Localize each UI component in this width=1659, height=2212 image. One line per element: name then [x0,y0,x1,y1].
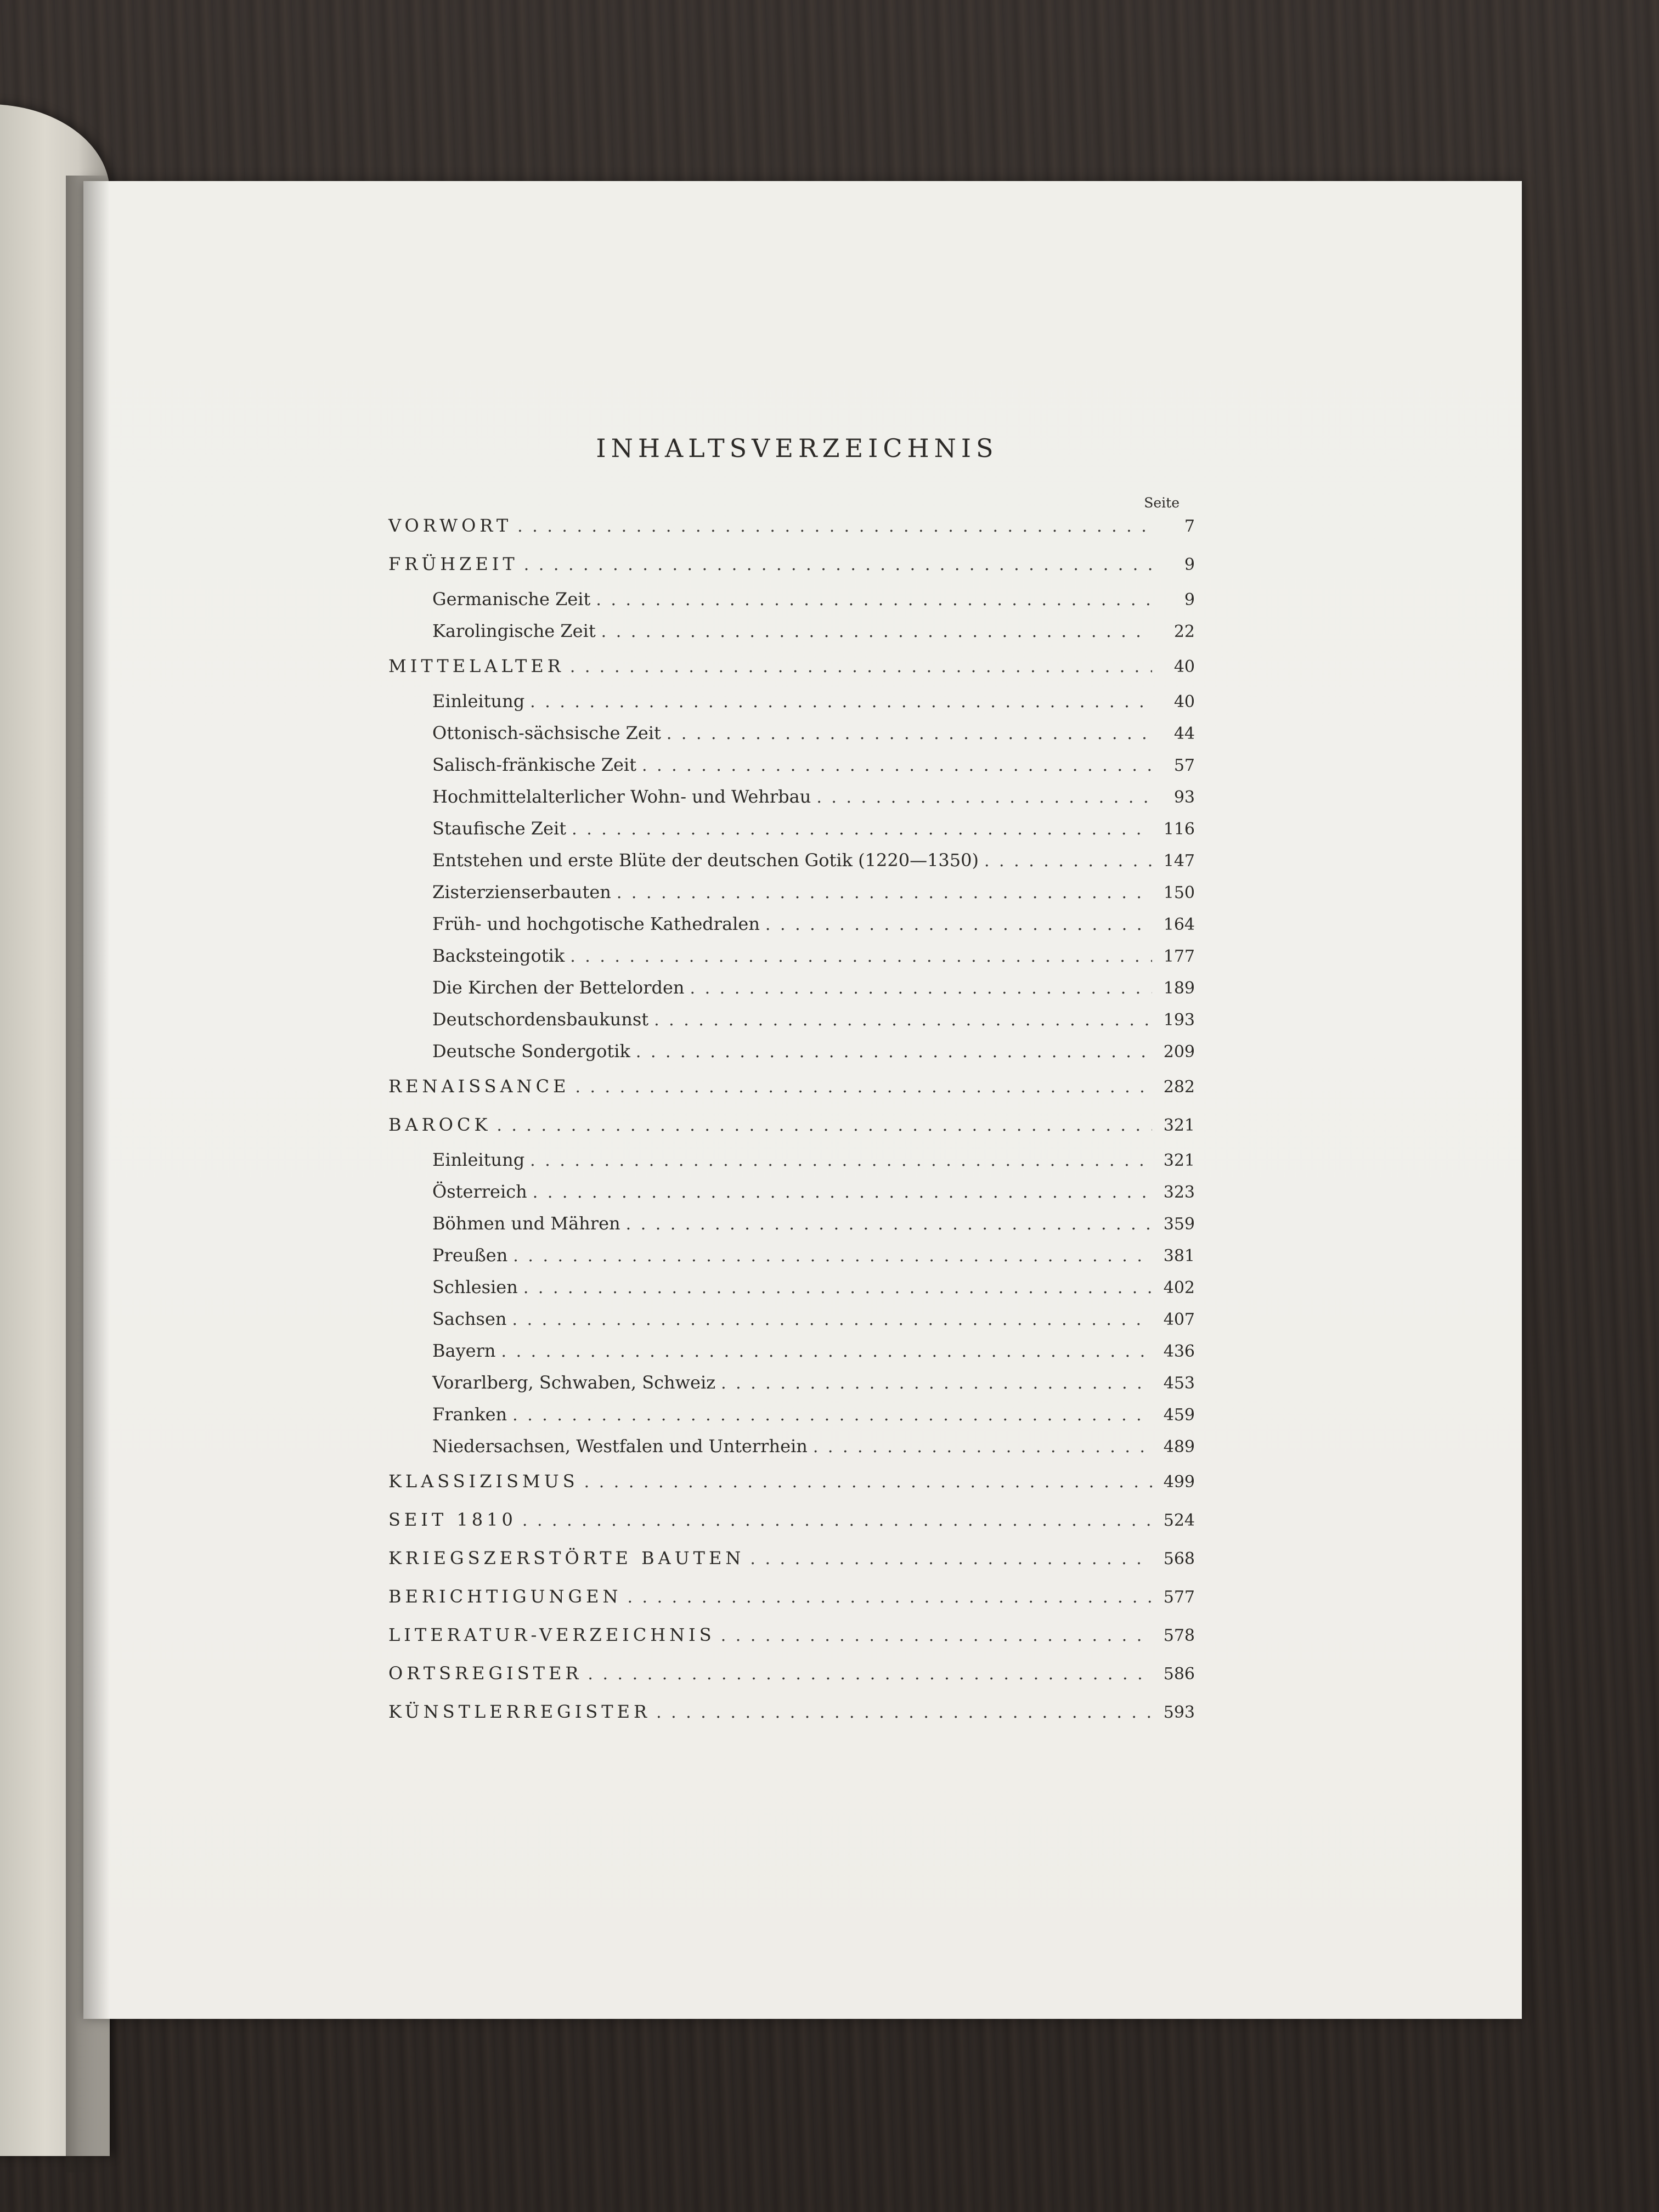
toc-section-entry [388,1586,1195,1621]
toc-subsection-entry [388,589,1195,620]
toc-section-entry [388,515,1195,550]
dot-leader [501,1342,1152,1361]
toc-entry-label: ORTSREGISTER [388,1663,583,1684]
toc-subsection-entry [388,882,1195,913]
toc-section-entry [388,1548,1195,1583]
toc-subsection-entry [388,620,1195,652]
toc-entry-page-number: 9 [1184,590,1195,610]
toc-subsection-entry [388,1213,1195,1245]
toc-section-entry [388,1509,1195,1544]
toc-entry-label: LITERATUR-VERZEICHNIS [388,1624,715,1645]
dot-leader [512,1406,1152,1425]
table-of-contents [388,433,1195,1736]
toc-section-entry [388,656,1195,691]
toc-entry-label: Einleitung [432,1149,525,1170]
toc-entry-page-number: 177 [1163,947,1195,966]
dot-leader [642,756,1152,775]
toc-section-entry [388,1701,1195,1736]
toc-subsection-entry [388,1181,1195,1213]
toc-subsection-entry [388,1308,1195,1340]
toc-subsection-entry [388,945,1195,977]
dot-leader [570,657,1152,676]
toc-entry-page-number: 7 [1184,517,1195,536]
toc-subsection-entry [388,977,1195,1009]
toc-entry-label: Salisch-fränkische Zeit [432,754,637,775]
page-column-header: Seite [1144,495,1180,511]
dot-leader [721,1626,1152,1645]
dot-leader [750,1549,1152,1568]
toc-entry-page-number: 323 [1163,1183,1195,1202]
dot-leader [816,788,1152,807]
toc-entry-page-number: 193 [1163,1011,1195,1030]
toc-entry-page-number: 586 [1163,1664,1195,1684]
dot-leader [636,1042,1152,1062]
toc-subsection-entry [388,1149,1195,1181]
dot-leader [572,820,1152,839]
toc-entry-label: FRÜHZEIT [388,554,518,574]
toc-entry-label: Einleitung [432,691,525,712]
dot-leader [596,590,1152,610]
toc-entry-label: Bayern [432,1340,496,1361]
toc-entry-page-number: 116 [1163,820,1195,839]
toc-entry-label: Ottonisch-sächsische Zeit [432,723,661,743]
toc-subsection-entry [388,723,1195,754]
toc-entry-page-number: 321 [1163,1151,1195,1170]
dot-leader [601,622,1152,641]
dot-leader [513,1246,1152,1266]
toc-entry-page-number: 189 [1163,979,1195,998]
toc-entry-page-number: 282 [1163,1077,1195,1097]
dot-leader [654,1011,1152,1030]
toc-entry-label: Karolingische Zeit [432,620,596,641]
toc-entry-page-number: 44 [1173,724,1195,743]
toc-entry-label: MITTELALTER [388,656,565,676]
toc-entry-label: Vorarlberg, Schwaben, Schweiz [432,1372,716,1393]
dot-leader [517,517,1152,536]
dot-leader [627,1588,1152,1607]
toc-subsection-entry [388,1372,1195,1404]
toc-entry-label: BAROCK [388,1114,492,1135]
toc-subsection-entry [388,786,1195,818]
toc-entry-page-number: 164 [1163,915,1195,934]
dot-leader [496,1116,1152,1135]
dot-leader [575,1077,1152,1097]
toc-subsection-entry [388,1436,1195,1468]
toc-title: INHALTSVERZEICHNIS [596,433,998,463]
toc-entry-label: Germanische Zeit [432,589,591,610]
toc-subsection-entry [388,1404,1195,1436]
toc-entry-page-number: 499 [1163,1472,1195,1492]
gutter-shadow [66,176,110,2172]
toc-entry-label: SEIT 1810 [388,1509,517,1530]
dot-leader [721,1374,1152,1393]
toc-entry-label: Niedersachsen, Westfalen und Unterrhein [432,1436,808,1457]
toc-entry-page-number: 40 [1173,692,1195,712]
toc-entry-label: Österreich [432,1181,527,1202]
dot-leader [656,1703,1152,1722]
toc-section-entry [388,1471,1195,1506]
toc-subsection-entry [388,818,1195,850]
dot-leader [617,883,1152,902]
toc-entry-page-number: 22 [1173,622,1195,641]
toc-entry-label: Staufische Zeit [432,818,567,839]
dot-leader [530,1151,1152,1170]
toc-entry-page-number: 577 [1163,1588,1195,1607]
toc-subsection-entry [388,1245,1195,1277]
toc-entry-page-number: 40 [1173,657,1195,676]
toc-entry-label: Preußen [432,1245,508,1266]
toc-subsection-entry [388,754,1195,786]
toc-entry-page-number: 402 [1163,1278,1195,1297]
toc-entry-page-number: 453 [1163,1374,1195,1393]
toc-entry-page-number: 57 [1173,756,1195,775]
toc-entry-label: KÜNSTLERREGISTER [388,1701,651,1722]
toc-subsection-entry [388,1340,1195,1372]
toc-entry-label: KRIEGSZERSTÖRTE BAUTEN [388,1548,745,1568]
dot-leader [530,692,1152,712]
dot-leader [813,1437,1152,1457]
dot-leader [588,1664,1152,1684]
toc-entry-label: BERICHTIGUNGEN [388,1586,622,1607]
toc-entry-page-number: 578 [1163,1626,1195,1645]
toc-entry-page-number: 321 [1163,1116,1195,1135]
dot-leader [524,555,1152,574]
dot-leader [533,1183,1152,1202]
dot-leader [626,1215,1152,1234]
dot-leader [570,947,1152,966]
toc-entry-label: KLASSIZISMUS [388,1471,579,1492]
toc-entry-label: Zisterzienserbauten [432,882,611,902]
toc-entry-label: Deutschordensbaukunst [432,1009,649,1030]
toc-entry-label: Früh- und hochgotische Kathedralen [432,913,760,934]
toc-entry-page-number: 359 [1163,1215,1195,1234]
dot-leader [584,1472,1152,1492]
toc-entry-label: Schlesien [432,1277,518,1297]
toc-subsection-entry [388,850,1195,882]
toc-section-entry [388,554,1195,589]
toc-entry-page-number: 147 [1163,851,1195,871]
toc-entry-list [388,515,1195,1736]
toc-entry-page-number: 407 [1163,1310,1195,1329]
toc-entry-page-number: 9 [1184,555,1195,574]
toc-subsection-entry [388,1009,1195,1041]
dot-leader [984,851,1152,871]
toc-entry-label: VORWORT [388,515,512,536]
toc-section-entry [388,1624,1195,1660]
dot-leader [667,724,1152,743]
toc-subsection-entry [388,913,1195,945]
toc-entry-label: Die Kirchen der Bettelorden [432,977,685,998]
dot-leader [765,915,1152,934]
toc-section-entry [388,1114,1195,1149]
toc-entry-page-number: 489 [1163,1437,1195,1457]
toc-entry-label: RENAISSANCE [388,1076,570,1097]
toc-entry-page-number: 150 [1163,883,1195,902]
toc-entry-page-number: 524 [1163,1511,1195,1530]
toc-entry-label: Deutsche Sondergotik [432,1041,630,1062]
toc-entry-page-number: 459 [1163,1406,1195,1425]
toc-entry-label: Sachsen [432,1308,507,1329]
toc-subsection-entry [388,1277,1195,1308]
toc-entry-page-number: 381 [1163,1246,1195,1266]
toc-section-entry [388,1076,1195,1111]
toc-subsection-entry [388,1041,1195,1073]
toc-entry-label: Böhmen und Mähren [432,1213,620,1234]
book-page [83,181,1522,2019]
toc-entry-page-number: 209 [1163,1042,1195,1062]
toc-subsection-entry [388,691,1195,723]
toc-entry-page-number: 593 [1163,1703,1195,1722]
toc-entry-label: Backsteingotik [432,945,565,966]
toc-entry-page-number: 436 [1163,1342,1195,1361]
toc-entry-label: Hochmittelalterlicher Wohn- und Wehrbau [432,786,811,807]
toc-entry-label: Franken [432,1404,507,1425]
toc-entry-label: Entstehen und erste Blüte der deutschen Gotik (1220—1350) [432,850,979,871]
toc-entry-page-number: 568 [1163,1549,1195,1568]
dot-leader [512,1310,1153,1329]
dot-leader [522,1511,1152,1530]
dot-leader [690,979,1152,998]
toc-section-entry [388,1663,1195,1698]
toc-entry-page-number: 93 [1173,788,1195,807]
dot-leader [523,1278,1152,1297]
